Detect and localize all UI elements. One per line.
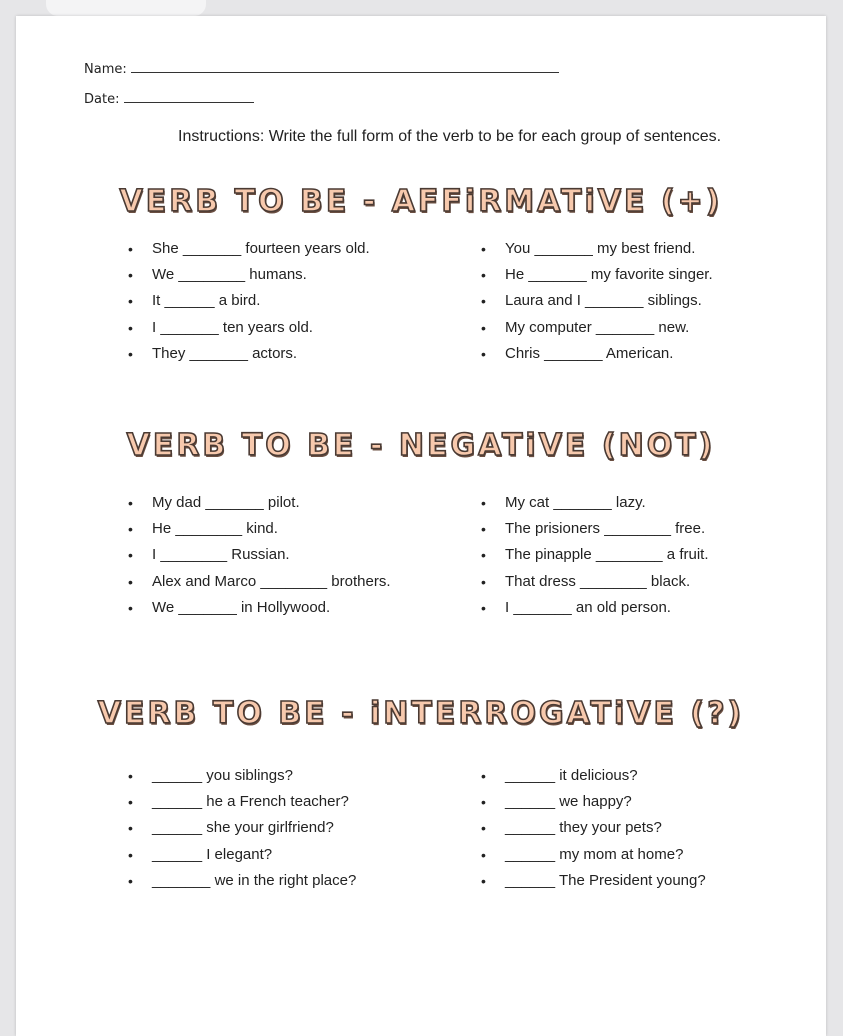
bullet-icon: • [481, 241, 486, 257]
bullet-icon: • [481, 599, 486, 616]
bullet-icon: • [128, 267, 133, 284]
bullet-icon: • [128, 820, 133, 837]
negative-right-list [481, 493, 709, 624]
sentence-text: ______ it delicious? [505, 767, 638, 784]
list-item [128, 792, 356, 818]
list-item [481, 572, 709, 598]
list-item [128, 493, 390, 519]
bullet-icon: • [481, 547, 486, 564]
list-item [128, 239, 370, 265]
section-title-affirmative: VERB TO BE - AFFiRMATiVE (+) [119, 184, 723, 219]
bullet-icon: • [481, 794, 486, 811]
sentence-text: The prisioners ________ free. [505, 520, 706, 538]
bullet-icon: • [481, 293, 486, 310]
bullet-icon: • [128, 345, 133, 362]
name-label: Name: [84, 62, 127, 77]
date-blank-line[interactable] [124, 90, 254, 103]
list-item [128, 344, 370, 370]
list-item [481, 239, 713, 265]
sentence-text: They _______ actors. [152, 344, 298, 362]
sentence-text: ______ he a French teacher? [152, 793, 349, 811]
list-item [128, 818, 356, 844]
sentence-text: She _______ fourteen years old. [152, 240, 370, 257]
sentence-text: ______ my mom at home? [505, 845, 684, 863]
bullet-icon: • [481, 820, 486, 837]
list-item [128, 318, 370, 344]
bullet-icon: • [128, 794, 133, 811]
sentence-text: My cat _______ lazy. [505, 494, 646, 511]
list-item [481, 344, 713, 370]
list-item [481, 871, 706, 897]
sentence-text: He _______ my favorite singer. [505, 266, 713, 284]
instructions-text: Instructions: Write the full form of the verb to be for each group of sentences. [178, 128, 722, 145]
sentence-text: That dress ________ black. [505, 572, 691, 590]
bullet-icon: • [481, 768, 486, 784]
sentence-text: ______ we happy? [505, 793, 632, 811]
sentence-text: My dad _______ pilot. [152, 494, 300, 511]
sentence-text: Chris _______ American. [505, 344, 674, 362]
list-item [481, 318, 713, 344]
sentence-text: ______ they your pets? [505, 819, 662, 837]
bullet-icon: • [481, 521, 486, 538]
bullet-icon: • [128, 599, 133, 616]
bullet-icon: • [481, 872, 486, 889]
bullet-icon: • [128, 293, 133, 310]
sentence-text: Alex and Marco ________ brothers. [152, 572, 391, 590]
bullet-icon: • [481, 846, 486, 863]
list-item [128, 845, 356, 871]
sentence-text: We ________ humans. [152, 266, 307, 284]
list-item [481, 545, 709, 571]
list-item [481, 766, 706, 792]
list-item [481, 265, 713, 291]
list-item [481, 598, 709, 624]
bullet-icon: • [128, 319, 133, 336]
list-item [128, 598, 390, 624]
bullet-icon: • [128, 768, 133, 784]
list-item [481, 792, 706, 818]
list-item [481, 845, 706, 871]
bullet-icon: • [481, 267, 486, 284]
bullet-icon: • [481, 319, 486, 336]
sentence-text: I _______ an old person. [505, 598, 671, 616]
date-field [84, 90, 254, 107]
bullet-icon: • [481, 573, 486, 590]
list-item [128, 545, 390, 571]
list-item [481, 519, 709, 545]
sentence-text: It ______ a bird. [152, 292, 261, 310]
bullet-icon: • [128, 521, 133, 538]
list-item [481, 291, 713, 317]
sentence-text: Laura and I _______ siblings. [505, 292, 702, 310]
name-blank-line[interactable] [131, 60, 559, 73]
sentence-text: You _______ my best friend. [505, 240, 696, 257]
sentence-text: ______ you siblings? [152, 767, 293, 784]
affirmative-left-list [128, 239, 370, 370]
sentence-text: We _______ in Hollywood. [152, 598, 331, 616]
list-item [128, 265, 370, 291]
sentence-text: My computer _______ new. [505, 318, 690, 336]
list-item [128, 766, 356, 792]
bullet-icon: • [128, 573, 133, 590]
worksheet-page [16, 16, 826, 1036]
list-item [128, 291, 370, 317]
negative-left-list [128, 493, 390, 624]
affirmative-right-list [481, 239, 713, 370]
bullet-icon: • [481, 495, 486, 511]
sentence-text: _______ we in the right place? [152, 871, 357, 889]
list-item [481, 493, 709, 519]
date-label: Date: [84, 92, 120, 107]
name-field [84, 60, 559, 77]
bullet-icon: • [128, 495, 133, 511]
browser-tab-stub [46, 0, 206, 16]
list-item [128, 871, 356, 897]
list-item [128, 519, 390, 545]
bullet-icon: • [128, 547, 133, 564]
sentence-text: The pinapple ________ a fruit. [505, 546, 709, 564]
bullet-icon: • [128, 872, 133, 889]
sentence-text: He ________ kind. [152, 520, 278, 538]
list-item [128, 572, 390, 598]
bullet-icon: • [128, 846, 133, 863]
sentence-text: ______ I elegant? [152, 845, 273, 863]
bullet-icon: • [481, 345, 486, 362]
interrogative-left-list [128, 766, 356, 897]
sentence-text: ______ she your girlfriend? [152, 819, 334, 837]
list-item [481, 818, 706, 844]
section-title-interrogative: VERB TO BE - iNTERROGATiVE (?) [97, 696, 745, 731]
sentence-text: I _______ ten years old. [152, 318, 313, 336]
section-title-negative: VERB TO BE - NEGATiVE (NOT) [126, 428, 716, 463]
bullet-icon: • [128, 241, 133, 257]
sentence-text: ______ The President young? [505, 871, 706, 889]
sentence-text: I ________ Russian. [152, 546, 290, 564]
interrogative-right-list [481, 766, 706, 897]
